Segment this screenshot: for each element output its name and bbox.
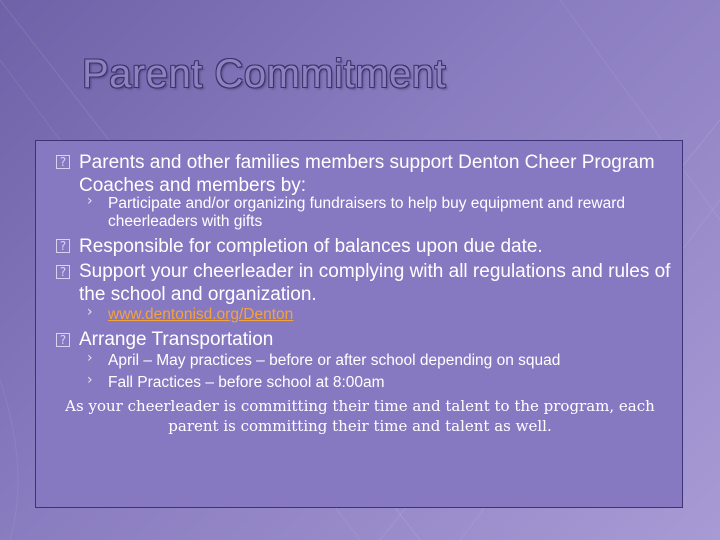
- bullet-marker: ?: [56, 239, 70, 253]
- bullet-parents-support: Parents and other families members support Denton Cheer Program Coaches and members by:: [79, 152, 655, 196]
- denton-isd-link[interactable]: www.dentonisd.org/Denton: [108, 306, 294, 323]
- slide-title: Parent Commitment: [82, 52, 447, 96]
- bullet-balances: Responsible for completion of balances upon due date.: [79, 236, 543, 257]
- bullet-marker: ?: [56, 333, 70, 347]
- sub-bullet-fundraisers: Participate and/or organizing fundraisers to help buy equipment and reward cheerleaders with gifts: [108, 195, 625, 230]
- sub-bullet-marker: ›: [87, 350, 93, 366]
- bullet-transportation: Arrange Transportation: [79, 329, 274, 350]
- closing-statement: As your cheerleader is committing their time and talent to the program, each parent is committing their time and talent as well.: [65, 397, 655, 435]
- sub-bullet-link-row: [108, 306, 678, 324]
- sub-bullet-marker: ›: [87, 304, 93, 320]
- sub-bullet-april-may: April – May practices – before or after school depending on squad: [108, 352, 561, 369]
- bullet-regulations: Support your cheerleader in complying with all regulations and rules of the school and organization.: [79, 261, 671, 305]
- sub-bullet-fall: Fall Practices – before school at 8:00am: [108, 374, 385, 391]
- bullet-marker: ?: [56, 155, 70, 169]
- sub-bullet-marker: ›: [87, 372, 93, 388]
- sub-bullet-marker: ›: [87, 193, 93, 209]
- bullet-marker: ?: [56, 265, 70, 279]
